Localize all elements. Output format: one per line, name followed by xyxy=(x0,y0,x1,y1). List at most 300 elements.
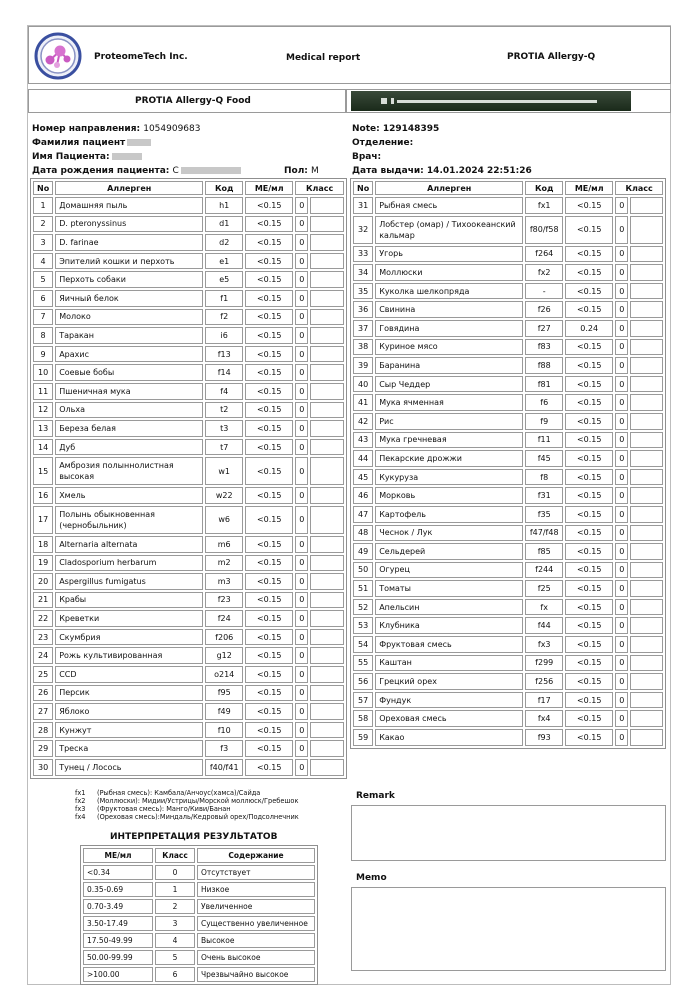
table-row xyxy=(33,685,344,702)
cell-code: f23 xyxy=(205,592,243,609)
cell-no: 28 xyxy=(33,722,53,739)
cell-class: 1 xyxy=(155,882,195,897)
cell-code: d1 xyxy=(205,216,243,233)
cell-code: fx2 xyxy=(525,264,563,281)
cell-empty xyxy=(310,610,344,627)
cell-no: 22 xyxy=(33,610,53,627)
table-row xyxy=(353,655,663,672)
cell-no: 26 xyxy=(33,685,53,702)
table-row xyxy=(33,383,344,400)
cell-no: 20 xyxy=(33,573,53,590)
cell-allergen: Дуб xyxy=(55,439,203,456)
cell-allergen: Эпителий кошки и перхоть xyxy=(55,253,203,270)
patient-dob: Дата рождения пациента: C xyxy=(32,166,241,176)
cell-empty xyxy=(310,457,344,485)
cell-no: 54 xyxy=(353,636,373,653)
table-row xyxy=(83,950,315,965)
cell-no: 5 xyxy=(33,271,53,288)
cell-no: 2 xyxy=(33,216,53,233)
cell-empty xyxy=(310,439,344,456)
cell-empty xyxy=(630,339,663,356)
cell-allergen: Домашняя пыль xyxy=(55,197,203,214)
table-row xyxy=(353,320,663,337)
table-row xyxy=(83,882,315,897)
cell-code: m3 xyxy=(205,573,243,590)
table-row xyxy=(33,290,344,307)
cell-class: 0 xyxy=(295,290,308,307)
table-row xyxy=(353,246,663,263)
cell-empty xyxy=(630,450,663,467)
cell-class: 0 xyxy=(295,487,308,504)
cell-class: 0 xyxy=(615,636,628,653)
cell-code: f8 xyxy=(525,469,563,486)
cell-allergen: Alternaria alternata xyxy=(55,536,203,553)
cell-value: 0.24 xyxy=(565,320,613,337)
cell-empty xyxy=(310,506,344,534)
cell-class: 0 xyxy=(615,487,628,504)
cell-allergen: Пекарские дрожжи xyxy=(375,450,523,467)
cell-empty xyxy=(310,327,344,344)
table-row xyxy=(83,865,315,880)
cell-code: fx3 xyxy=(525,636,563,653)
cell-no: 57 xyxy=(353,692,373,709)
cell-no: 10 xyxy=(33,364,53,381)
table-row xyxy=(33,364,344,381)
cell-content: Увеличенное xyxy=(197,899,315,914)
table-row xyxy=(33,216,344,233)
cell-value: <0.15 xyxy=(565,432,613,449)
cell-no: 49 xyxy=(353,543,373,560)
table-row xyxy=(33,573,344,590)
cell-class: 0 xyxy=(295,703,308,720)
cell-empty xyxy=(630,301,663,318)
cell-code: f4 xyxy=(205,383,243,400)
cell-content: Высокое xyxy=(197,933,315,948)
cell-value: <0.15 xyxy=(245,759,293,776)
cell-empty xyxy=(630,729,663,746)
table-row xyxy=(33,722,344,739)
cell-allergen: Свинина xyxy=(375,301,523,318)
table-row xyxy=(353,339,663,356)
cell-no: 37 xyxy=(353,320,373,337)
cell-code: w22 xyxy=(205,487,243,504)
cell-no: 43 xyxy=(353,432,373,449)
cell-value: <0.15 xyxy=(565,673,613,690)
cell-allergen: Фруктовая смесь xyxy=(375,636,523,653)
cell-class: 0 xyxy=(295,253,308,270)
cell-value: <0.15 xyxy=(245,383,293,400)
cell-value: <0.15 xyxy=(565,339,613,356)
cell-allergen: Ореховая смесь xyxy=(375,710,523,727)
note-number: Note: 129148395 xyxy=(352,124,440,134)
cell-class: 0 xyxy=(295,439,308,456)
cell-allergen: Персик xyxy=(55,685,203,702)
remark-box xyxy=(351,805,666,861)
cell-empty xyxy=(310,383,344,400)
table-row xyxy=(33,197,344,214)
cell-allergen: Хмель xyxy=(55,487,203,504)
cell-empty xyxy=(310,271,344,288)
col-header-code: Код xyxy=(525,181,563,195)
cell-value: <0.15 xyxy=(245,647,293,664)
cell-code: w1 xyxy=(205,457,243,485)
col-header-no: No xyxy=(353,181,373,195)
cell-allergen: Угорь xyxy=(375,246,523,263)
table-row xyxy=(353,636,663,653)
cell-class: 0 xyxy=(295,740,308,757)
cell-code: i6 xyxy=(205,327,243,344)
cell-empty xyxy=(630,599,663,616)
cell-empty xyxy=(310,364,344,381)
cell-value: <0.15 xyxy=(565,413,613,430)
cell-code: t7 xyxy=(205,439,243,456)
cell-no: 39 xyxy=(353,357,373,374)
redacted-mark xyxy=(112,153,142,160)
cell-no: 6 xyxy=(33,290,53,307)
cell-allergen: Полынь обыкновенная (чернобыльник) xyxy=(55,506,203,534)
cell-class: 0 xyxy=(295,536,308,553)
table-row xyxy=(353,580,663,597)
cell-allergen: Рожь культивированная xyxy=(55,647,203,664)
cell-value: <0.15 xyxy=(245,685,293,702)
cell-class: 0 xyxy=(295,573,308,590)
cell-no: 9 xyxy=(33,346,53,363)
cell-no: 4 xyxy=(33,253,53,270)
table-header-row xyxy=(353,181,663,195)
cell-allergen: Лобстер (омар) / Тихоокеанский кальмар xyxy=(375,216,523,244)
table-row xyxy=(353,543,663,560)
table-row xyxy=(353,599,663,616)
cell-allergen: Таракан xyxy=(55,327,203,344)
cell-code: f81 xyxy=(525,376,563,393)
remark-label: Remark xyxy=(356,791,395,801)
cell-value: <0.15 xyxy=(565,376,613,393)
col-header-class: Класс xyxy=(295,181,344,195)
cell-empty xyxy=(630,216,663,244)
table-row xyxy=(353,617,663,634)
table-row xyxy=(33,740,344,757)
col-header-code: Код xyxy=(205,181,243,195)
cell-content: Чрезвычайно высокое xyxy=(197,967,315,982)
cell-allergen: Рис xyxy=(375,413,523,430)
cell-value: <0.15 xyxy=(245,610,293,627)
cell-empty xyxy=(630,673,663,690)
table-row xyxy=(353,376,663,393)
table-row xyxy=(353,413,663,430)
cell-no: 18 xyxy=(33,536,53,553)
cell-no: 3 xyxy=(33,234,53,251)
cell-class: 0 xyxy=(615,413,628,430)
cell-allergen: CCD xyxy=(55,666,203,683)
cell-class: 0 xyxy=(615,432,628,449)
cell-allergen: Куколка шелкопряда xyxy=(375,283,523,300)
cell-value: <0.15 xyxy=(565,562,613,579)
cell-empty xyxy=(630,655,663,672)
cell-allergen: Апельсин xyxy=(375,599,523,616)
cell-no: 15 xyxy=(33,457,53,485)
cell-empty xyxy=(310,420,344,437)
cell-value: <0.15 xyxy=(565,264,613,281)
cell-no: 14 xyxy=(33,439,53,456)
cell-code: f40/f41 xyxy=(205,759,243,776)
cell-content: Отсутствует xyxy=(197,865,315,880)
table-row xyxy=(83,916,315,931)
cell-class: 0 xyxy=(295,759,308,776)
cell-value: <0.15 xyxy=(245,573,293,590)
cell-value: <0.15 xyxy=(565,506,613,523)
cell-value: <0.15 xyxy=(245,346,293,363)
cell-class: 0 xyxy=(615,357,628,374)
cell-value: <0.15 xyxy=(245,536,293,553)
table-row xyxy=(353,432,663,449)
cell-empty xyxy=(630,543,663,560)
cell-value: <0.15 xyxy=(245,271,293,288)
cell-code: fx xyxy=(525,599,563,616)
cell-class: 3 xyxy=(155,916,195,931)
cell-class: 0 xyxy=(295,309,308,326)
cell-no: 40 xyxy=(353,376,373,393)
cell-allergen: Фундук xyxy=(375,692,523,709)
cell-class: 0 xyxy=(615,599,628,616)
cell-allergen: Куриное мясо xyxy=(375,339,523,356)
table-row xyxy=(33,647,344,664)
cell-allergen: Яичный белок xyxy=(55,290,203,307)
cell-value: <0.15 xyxy=(245,364,293,381)
cell-code: f93 xyxy=(525,729,563,746)
cell-allergen: Грецкий орех xyxy=(375,673,523,690)
col-header-content: Содержание xyxy=(197,848,315,863)
cell-no: 46 xyxy=(353,487,373,504)
cell-class: 4 xyxy=(155,933,195,948)
table-row xyxy=(353,357,663,374)
cell-value: <0.15 xyxy=(565,617,613,634)
cell-value: <0.15 xyxy=(565,283,613,300)
cell-class: 0 xyxy=(295,666,308,683)
cell-empty xyxy=(630,376,663,393)
table-row xyxy=(353,506,663,523)
table-row xyxy=(33,536,344,553)
cell-class: 0 xyxy=(295,364,308,381)
cell-code: f95 xyxy=(205,685,243,702)
cell-allergen: D. farinae xyxy=(55,234,203,251)
cell-empty xyxy=(630,562,663,579)
cell-empty xyxy=(630,357,663,374)
table-row xyxy=(353,525,663,542)
cell-allergen: D. pteronyssinus xyxy=(55,216,203,233)
table-row xyxy=(33,439,344,456)
cell-value: <0.15 xyxy=(565,450,613,467)
cell-code: h1 xyxy=(205,197,243,214)
cell-empty xyxy=(310,647,344,664)
table-row xyxy=(353,673,663,690)
cell-code: m6 xyxy=(205,536,243,553)
footnote-fx2: fx2 (Моллюски): Мидии/Устрицы/Морской моллюск/Гребешок xyxy=(75,797,299,805)
cell-content: Низкое xyxy=(197,882,315,897)
cell-code: f10 xyxy=(205,722,243,739)
cell-allergen: Картофель xyxy=(375,506,523,523)
cell-class: 0 xyxy=(295,383,308,400)
table-row xyxy=(33,327,344,344)
cell-no: 24 xyxy=(33,647,53,664)
report-type: Medical report xyxy=(286,53,361,63)
cell-class: 0 xyxy=(615,692,628,709)
interpretation-title: ИНТЕРПРЕТАЦИЯ РЕЗУЛЬТАТОВ xyxy=(110,832,278,842)
cell-no: 30 xyxy=(33,759,53,776)
cell-no: 53 xyxy=(353,617,373,634)
table-row xyxy=(353,487,663,504)
cell-empty xyxy=(310,592,344,609)
cell-allergen: Яблоко xyxy=(55,703,203,720)
cell-code: f299 xyxy=(525,655,563,672)
cell-no: 55 xyxy=(353,655,373,672)
cell-code: f256 xyxy=(525,673,563,690)
cell-class: 0 xyxy=(295,234,308,251)
patient-name: Имя Пациента: xyxy=(32,152,142,162)
cell-range: 17.50-49.99 xyxy=(83,933,153,948)
cell-code: t2 xyxy=(205,402,243,419)
cell-code: f45 xyxy=(525,450,563,467)
cell-class: 0 xyxy=(615,339,628,356)
cell-empty xyxy=(630,264,663,281)
cell-no: 17 xyxy=(33,506,53,534)
cell-value: <0.15 xyxy=(245,592,293,609)
cell-empty xyxy=(630,394,663,411)
cell-class: 0 xyxy=(615,216,628,244)
table-row xyxy=(33,555,344,572)
report-header xyxy=(28,26,671,84)
issue-date: Дата выдачи: 14.01.2024 22:51:26 xyxy=(352,166,532,176)
cell-class: 0 xyxy=(295,197,308,214)
cell-class: 0 xyxy=(615,525,628,542)
cell-empty xyxy=(310,536,344,553)
cell-class: 0 xyxy=(615,246,628,263)
cell-no: 23 xyxy=(33,629,53,646)
table-row xyxy=(33,253,344,270)
table-row xyxy=(353,562,663,579)
cell-class: 0 xyxy=(295,402,308,419)
allergen-table-left xyxy=(30,178,347,779)
cell-class: 0 xyxy=(615,543,628,560)
cell-class: 0 xyxy=(615,376,628,393)
cell-code: f17 xyxy=(525,692,563,709)
cell-class: 2 xyxy=(155,899,195,914)
cell-no: 50 xyxy=(353,562,373,579)
cell-code: o214 xyxy=(205,666,243,683)
cell-no: 7 xyxy=(33,309,53,326)
cell-empty xyxy=(630,413,663,430)
cell-class: 0 xyxy=(615,320,628,337)
cell-allergen: Тунец / Лосось xyxy=(55,759,203,776)
cell-allergen: Каштан xyxy=(375,655,523,672)
cell-empty xyxy=(310,402,344,419)
cell-value: <0.15 xyxy=(245,234,293,251)
table-row xyxy=(33,759,344,776)
footnote-fx1: fx1 (Рыбная смесь): Камбала/Анчоус(хамса)/Сайда xyxy=(75,789,261,797)
cell-code: f24 xyxy=(205,610,243,627)
cell-empty xyxy=(630,617,663,634)
table-row xyxy=(33,457,344,485)
cell-value: <0.15 xyxy=(565,543,613,560)
cell-class: 0 xyxy=(295,610,308,627)
cell-value: <0.15 xyxy=(565,692,613,709)
cell-no: 19 xyxy=(33,555,53,572)
cell-empty xyxy=(630,469,663,486)
cell-code: f80/f58 xyxy=(525,216,563,244)
cell-allergen: Скумбрия xyxy=(55,629,203,646)
cell-code: f244 xyxy=(525,562,563,579)
cell-class: 0 xyxy=(615,506,628,523)
cell-value: <0.15 xyxy=(565,394,613,411)
table-row xyxy=(353,283,663,300)
cell-class: 0 xyxy=(295,555,308,572)
cell-empty xyxy=(310,234,344,251)
cell-range: 3.50-17.49 xyxy=(83,916,153,931)
cell-code: f264 xyxy=(525,246,563,263)
cell-allergen: Морковь xyxy=(375,487,523,504)
cell-class: 0 xyxy=(295,327,308,344)
cell-value: <0.15 xyxy=(565,710,613,727)
table-row xyxy=(353,450,663,467)
cell-class: 0 xyxy=(155,865,195,880)
cell-value: <0.15 xyxy=(565,655,613,672)
cell-class: 0 xyxy=(615,617,628,634)
table-row xyxy=(33,487,344,504)
table-row xyxy=(83,933,315,948)
cell-code: - xyxy=(525,283,563,300)
cell-value: <0.15 xyxy=(565,197,613,214)
cell-value: <0.15 xyxy=(245,487,293,504)
col-header-no: No xyxy=(33,181,53,195)
cell-code: f9 xyxy=(525,413,563,430)
patient-sex: Пол: M xyxy=(284,166,319,176)
cell-code: d2 xyxy=(205,234,243,251)
cell-value: <0.15 xyxy=(565,246,613,263)
interpretation-table xyxy=(80,845,318,985)
cell-class: 0 xyxy=(295,271,308,288)
footnote-fx3: fx3 (Фруктовая смесь): Манго/Киви/Банан xyxy=(75,805,231,813)
table-row xyxy=(33,703,344,720)
table-row xyxy=(353,729,663,746)
cell-value: <0.15 xyxy=(245,253,293,270)
cell-allergen: Рыбная смесь xyxy=(375,197,523,214)
cell-allergen: Сыр Чеддер xyxy=(375,376,523,393)
table-row xyxy=(33,309,344,326)
cell-value: <0.15 xyxy=(245,439,293,456)
cell-no: 35 xyxy=(353,283,373,300)
cell-empty xyxy=(310,629,344,646)
cell-allergen: Кукуруза xyxy=(375,469,523,486)
cell-code: f13 xyxy=(205,346,243,363)
proteometech-logo-icon xyxy=(33,32,83,80)
cell-empty xyxy=(310,685,344,702)
cell-code: fx1 xyxy=(525,197,563,214)
cell-code: f3 xyxy=(205,740,243,757)
cell-no: 12 xyxy=(33,402,53,419)
cell-code: f49 xyxy=(205,703,243,720)
cell-value: <0.15 xyxy=(245,457,293,485)
cell-no: 56 xyxy=(353,673,373,690)
cell-allergen: Перхоть собаки xyxy=(55,271,203,288)
cell-class: 0 xyxy=(295,629,308,646)
table-row xyxy=(33,420,344,437)
cell-value: <0.15 xyxy=(245,740,293,757)
cell-content: Очень высокое xyxy=(197,950,315,965)
cell-code: f35 xyxy=(525,506,563,523)
cell-allergen: Какао xyxy=(375,729,523,746)
cell-empty xyxy=(630,506,663,523)
cell-class: 0 xyxy=(615,673,628,690)
cell-empty xyxy=(310,290,344,307)
